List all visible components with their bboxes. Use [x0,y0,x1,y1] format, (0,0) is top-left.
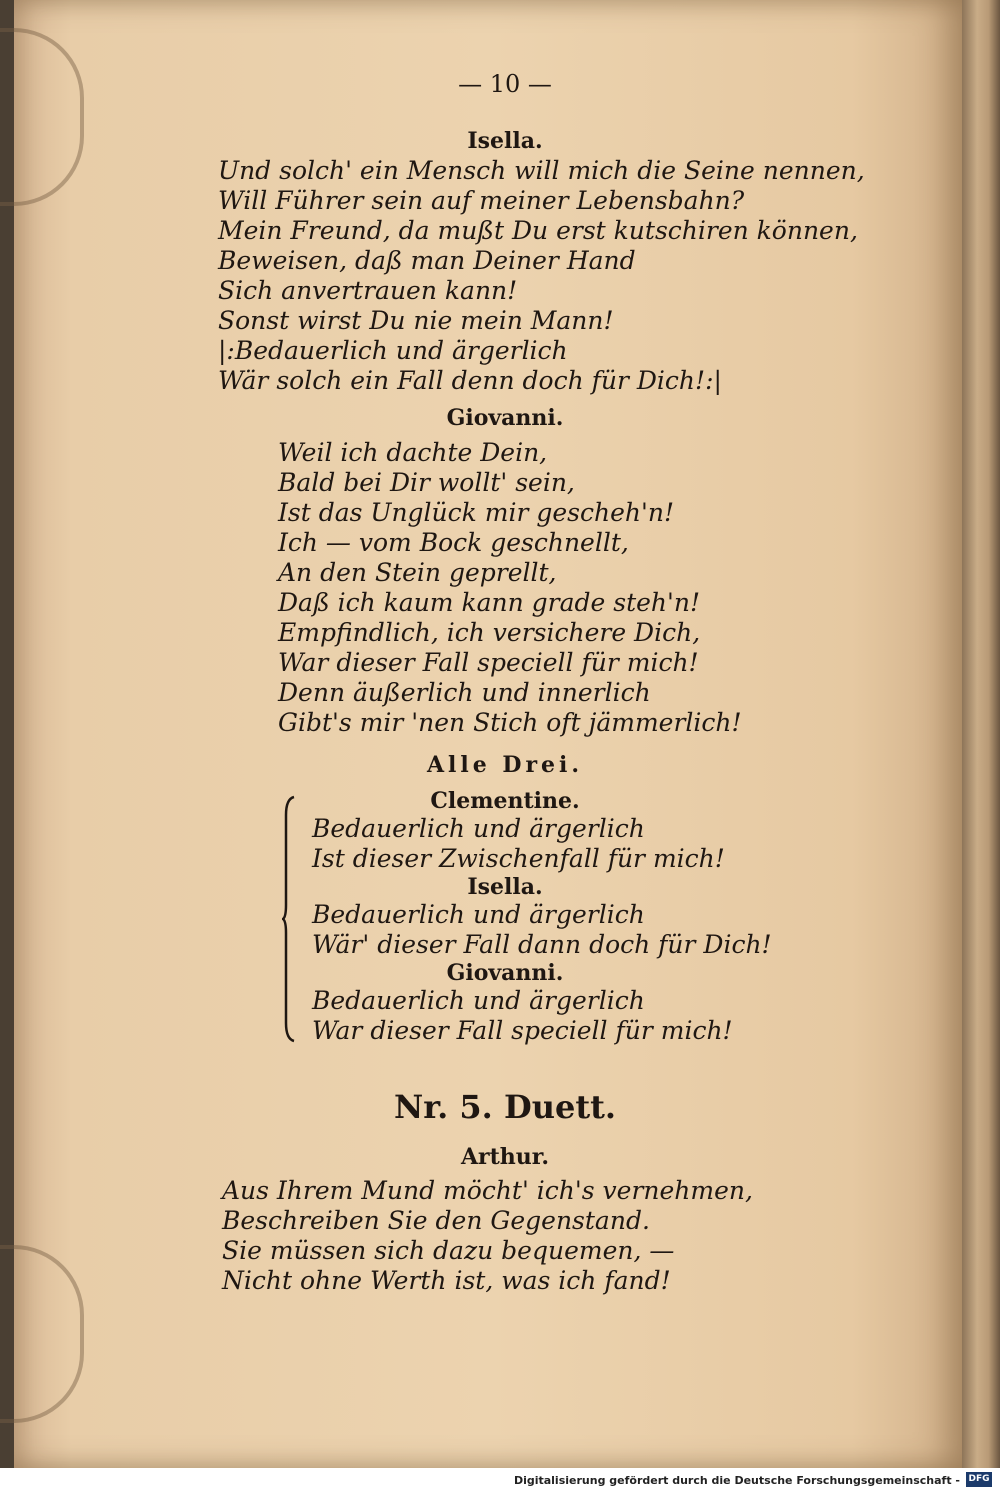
dfg-logo: DFG [966,1472,992,1487]
speaker-clementine: Clementine. [430,788,580,814]
verse-line: Weil ich dachte Dein, [278,438,548,467]
verse-line: An den Stein geprellt, [278,558,557,587]
verse-line: Bedauerlich und ärgerlich [312,986,645,1015]
verse-line: Wär solch ein Fall denn doch für Dich!:| [218,366,722,395]
verse-line: Mein Freund, da mußt Du erst kutschiren können, [218,216,858,245]
verse-line: Sonst wirst Du nie mein Mann! [218,306,614,335]
verse-line: Nicht ohne Werth ist, was ich fand! [222,1266,671,1295]
heading-alle-drei: Alle Drei. [426,752,584,778]
page-edge [962,0,1000,1468]
speaker-giovanni: Giovanni. [446,405,564,431]
verse-line: Ist das Unglück mir gescheh'n! [278,498,674,527]
speaker-isella: Isella. [467,128,543,154]
page-number: — 10 — [458,70,552,98]
verse-line: War dieser Fall speciell für mich! [312,1016,733,1045]
verse-line: Wär' dieser Fall dann doch für Dich! [312,930,772,959]
verse-line: Und solch' ein Mensch will mich die Seine nennen, [218,156,865,185]
verse-line: Denn äußerlich und innerlich [278,678,651,707]
verse-line: Bedauerlich und ärgerlich [312,814,645,843]
verse-line: Beschreiben Sie den Gegenstand. [222,1206,650,1235]
verse-line: Aus Ihrem Mund möcht' ich's vernehmen, [222,1176,753,1205]
verse-line: Beweisen, daß man Deiner Hand [218,246,636,275]
section-title: Nr. 5. Duett. [393,1088,617,1126]
verse-line: |:Bedauerlich und ärgerlich [218,336,568,365]
verse-line: Bedauerlich und ärgerlich [312,900,645,929]
verse-line: Gibt's mir 'nen Stich oft jämmerlich! [278,708,742,737]
curly-brace-icon [282,795,296,1043]
verse-line: Empfindlich, ich versichere Dich, [278,618,701,647]
verse-line: Will Führer sein auf meiner Lebensbahn? [218,186,745,215]
digitization-credit: Digitalisierung gefördert durch die Deutsche Forschungsgemeinschaft - [513,1474,960,1487]
verse-line: War dieser Fall speciell für mich! [278,648,699,677]
verse-line: Sich anvertrauen kann! [218,276,518,305]
verse-line: Bald bei Dir wollt' sein, [278,468,575,497]
verse-line: Ist dieser Zwischenfall für mich! [312,844,725,873]
speaker-isella: Isella. [467,874,543,900]
verse-line: Daß ich kaum kann grade steh'n! [278,588,701,617]
verse-line: Sie müssen sich dazu bequemen, — [222,1236,675,1265]
speaker-giovanni: Giovanni. [446,960,564,986]
speaker-arthur: Arthur. [460,1144,550,1170]
verse-line: Ich — vom Bock geschnellt, [278,528,629,557]
